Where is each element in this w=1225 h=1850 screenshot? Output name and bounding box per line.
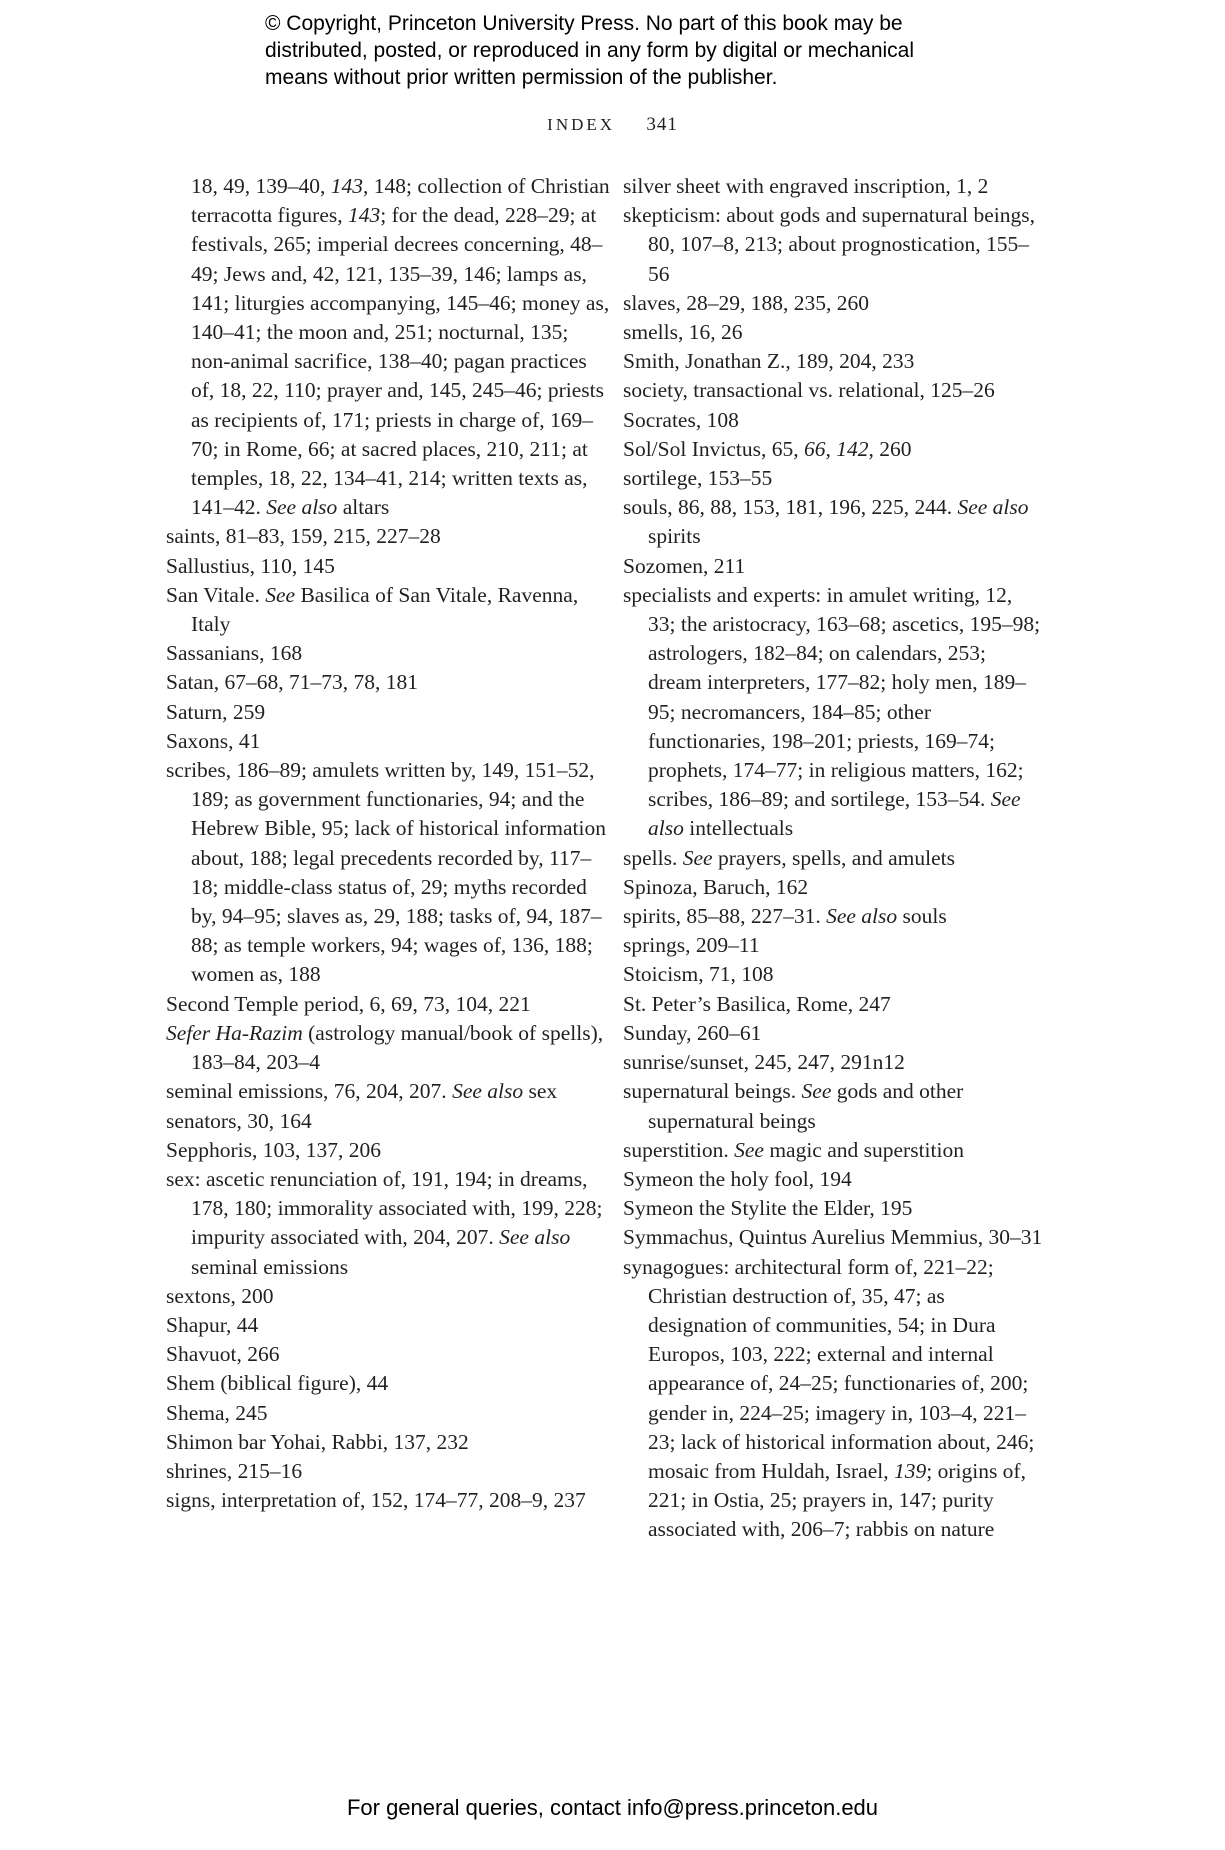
index-entry [623,1077,1043,1135]
copyright-line-3: means without prior written permission of the publisher. [265,66,778,89]
running-head-title: INDEX [547,115,616,134]
index-entry-italic: See [734,1137,764,1162]
index-entry [623,201,1043,289]
index-entry-italic: Sefer Ha-Razim [166,1020,303,1045]
index-entry [166,1136,611,1165]
index-entry [623,376,1043,405]
index-entry [623,990,1043,1019]
index-entry-text: , 148; collection of Christian terracotta figures, [191,174,610,228]
index-entry-text: scribes, 186–89; amulets written by, 149, 151–52, 189; as government functionaries, 94; and the Hebrew Bible, 95; lack of historical information about, 188; legal precedents recorded by, 117–18; middle-class status of, 29; myths recorded by, 94–95; slaves as, 29, 188; tasks of, 94, 187–88; as temple workers, 94; wages of, 136, 188; women as, 188 [166,758,606,987]
index-entry-text: sex [523,1079,558,1104]
index-entry-text: Smith, Jonathan Z., 189, 204, 233 [623,349,915,374]
index-entry-text: altars [337,495,390,520]
index-entry-text: , 260 [868,436,912,461]
index-entry [166,1019,611,1077]
index-entry [623,931,1043,960]
index-entry-italic: See also [648,787,1021,841]
index-entry [623,493,1043,551]
index-entry [166,581,611,639]
index-entry [623,1136,1043,1165]
index-entry-text: silver sheet with engraved inscription, 1, 2 [623,174,989,198]
index-entry-text: springs, 209–11 [623,933,760,958]
index-entry-text: Sozomen, 211 [623,553,746,578]
index-entry-text: intellectuals [683,816,794,841]
index-entry [166,1165,611,1282]
index-entry-italic: See [265,582,296,607]
index-entry-text: Saturn, 259 [166,699,266,724]
index-entry-text: ; for the dead, 228–29; at festivals, 265; imperial decrees concerning, 48–49; Jews and, 42, 121, 135–39, 146; lamps as, 141; liturgies accompanying, 145–46; money as, 140–41; the moon and, 251; nocturnal, 135; non-animal sacrifice, 138–40; pagan practices of, 18, 22, 110; prayer and, 145, 245–46; priests as recipients of, 171; priests in charge of, 169–70; in Rome, 66; at sacred places, 210, 211; at temples, 18, 22, 134–41, 214; written texts as, 141–42. [191,203,610,520]
index-entry-text: Saxons, 41 [166,728,261,753]
index-entry-text: Second Temple period, 6, 69, 73, 104, 221 [166,991,531,1016]
index-entry [166,1428,611,1457]
index-entry [623,581,1043,844]
index-entry-text: Shem (biblical figure), 44 [166,1371,389,1396]
index-entry-text: superstition. [623,1137,735,1162]
index-entry-text: shrines, 215–16 [166,1458,303,1483]
index-entry [623,873,1043,902]
index-entry [623,1048,1043,1077]
index-entry-text: skepticism: about gods and supernatural beings, 80, 107–8, 213; about prognostication, 155–56 [623,203,1036,286]
index-entry-text: Shema, 245 [166,1400,268,1425]
index-entry-text: Shavuot, 266 [166,1342,280,1367]
index-entry-text: Shimon bar Yohai, Rabbi, 137, 232 [166,1429,469,1454]
index-entry-italic: See also [826,904,898,929]
index-entry-text: sex: ascetic renunciation of, 191, 194; in dreams, 178, 180; immorality associated with, 199, 228; impurity associated with, 204, 207. [166,1166,603,1250]
index-entry [623,1223,1043,1252]
index-entry-text: seminal emissions, 76, 204, 207. [166,1079,453,1104]
copyright-line-1: © Copyright, Princeton University Press. No part of this book may be [265,12,903,35]
index-entry [166,1457,611,1486]
index-entry [623,435,1043,464]
index-entry [623,347,1043,376]
index-column-right [623,172,1043,1545]
index-entry-text: Basilica of San Vitale, Ravenna, Italy [191,582,579,637]
index-entry-text: signs, interpretation of, 152, 174–77, 208–9, 237 [166,1488,586,1513]
index-entry-text: Sol/Sol Invictus, 65, [623,436,804,461]
index-entry-text: spirits, 85–88, 227–31. [623,904,827,929]
index-entry-text: slaves, 28–29, 188, 235, 260 [623,290,870,315]
index-entry [166,727,611,756]
index-entry-text: sextons, 200 [166,1283,274,1308]
index-entry-text: Sallustius, 110, 145 [166,553,335,578]
index-entry [166,1282,611,1311]
index-entry-text: souls, 86, 88, 153, 181, 196, 225, 244. [623,495,958,520]
index-entry [623,464,1043,493]
index-entry-text: Sepphoris, 103, 137, 206 [166,1137,381,1162]
index-entry-text: prayers, spells, and amulets [712,845,955,870]
index-entry [166,172,611,522]
index-entry-text: (astrology manual/book of spells), 183–84, 203–4 [191,1020,604,1075]
index-entry-text: seminal emissions [191,1254,349,1279]
index-entry [623,1019,1043,1048]
index-entry-text: smells, 16, 26 [623,320,743,345]
index-entry-italic: See also [957,495,1029,520]
index-entry-text: specialists and experts: in amulet writing, 12, 33; the aristocracy, 163–68; ascetics, 195–98; astrologers, 182–84; on calendars, 253; dream interpreters, 177–82; holy men, 189–95; necromancers, 184–85; other functionaries, 198–201; priests, 169–74; prophets, 174–77; in religious matters, 162; scribes, 186–89; and sortilege, 153–54. [623,582,1041,812]
index-entry-text: Symmachus, Quintus Aurelius Memmius, 30–31 [623,1225,1043,1250]
index-entry-italic: 139 [893,1458,927,1483]
index-entry [623,1165,1043,1194]
index-entry-text: synagogues: architectural form of, 221–22; Christian destruction of, 35, 47; as designation of communities, 54; in Dura Europos, 103, 222; external and internal appearance of, 24–25; functionaries of, 200; gender in, 224–25; imagery in, 103–4, 221–23; lack of historical information about, 246; mosaic from Huldah, Israel, [623,1254,1035,1483]
index-entry-text: souls [897,904,947,929]
index-entry [623,902,1043,931]
index-entry-text: supernatural beings. [623,1079,802,1104]
index-entry-text: Stoicism, 71, 108 [623,962,774,987]
index-entry [623,552,1043,581]
index-entry-italic: See [682,845,713,870]
index-entry [623,844,1043,873]
index-entry-text: Symeon the Stylite the Elder, 195 [623,1196,913,1221]
footer-contact: For general queries, contact info@press.princeton.edu [346,1795,879,1820]
index-entry-text: Sassanians, 168 [166,641,303,666]
index-entry-text: Sunday, 260–61 [623,1020,762,1045]
index-entry [166,522,611,551]
index-entry-text: San Vitale. [166,582,266,607]
index-entry [166,552,611,581]
index-entry-italic: 143 [348,203,381,228]
index-entry [623,1194,1043,1223]
index-entry-text: magic and superstition [763,1137,964,1162]
index-entry-text: ; origins of, 221; in Ostia, 25; prayers in, 147; purity associated with, 206–7; rabbis on nature [648,1458,1026,1542]
index-entry-text: 18, 49, 139–40, [191,174,331,198]
index-entry [166,668,611,697]
index-entry [623,318,1043,347]
index-entry-text: Socrates, 108 [623,407,739,432]
index-entry-text: Symeon the holy fool, 194 [623,1166,852,1191]
index-entry [166,1486,611,1515]
page-number: 341 [646,114,678,135]
index-entry-text: sunrise/sunset, 245, 247, 291n12 [623,1050,905,1075]
index-entry-italic: See also [452,1079,524,1104]
index-entry [166,639,611,668]
index-entry [623,172,1043,201]
index-entry [166,698,611,727]
index-entry-text: Satan, 67–68, 71–73, 78, 181 [166,670,419,695]
running-head [0,114,1225,136]
index-entry [166,1369,611,1398]
index-entry [166,1077,611,1106]
index-entry-text: sortilege, 153–55 [623,466,773,491]
index-entry-text: , [825,436,837,461]
index-entry [623,1253,1043,1545]
index-entry-italic: 143 [330,174,363,198]
index-entry [166,1340,611,1369]
index-entry-text: spells. [623,845,683,870]
copyright-notice [265,10,1025,91]
index-entry-italic: 66 [803,436,826,461]
index-entry-text: St. Peter’s Basilica, Rome, 247 [623,991,891,1016]
index-entry-italic: See [801,1079,832,1104]
copyright-line-2: distributed, posted, or reproduced in any form by digital or mechanical [265,39,915,62]
index-entry [623,289,1043,318]
index-entry [166,990,611,1019]
index-entry-italic: See also [266,495,338,520]
index-entry-italic: 142 [836,436,869,461]
index-entry-italic: See also [499,1225,571,1250]
index-column-left [166,172,611,1515]
index-entry-text: senators, 30, 164 [166,1108,312,1133]
index-entry [166,1399,611,1428]
index-entry-text: saints, 81–83, 159, 215, 227–28 [166,524,441,549]
index-entry [623,960,1043,989]
index-entry-text: society, transactional vs. relational, 125–26 [623,378,995,403]
index-entry-text: Spinoza, Baruch, 162 [623,874,809,899]
index-entry-text: gods and other supernatural beings [648,1079,964,1133]
index-entry [166,1107,611,1136]
index-entry [623,406,1043,435]
index-entry [166,756,611,990]
index-entry-text: Shapur, 44 [166,1312,259,1337]
index-entry-text: spirits [648,524,701,549]
index-entry [166,1311,611,1340]
